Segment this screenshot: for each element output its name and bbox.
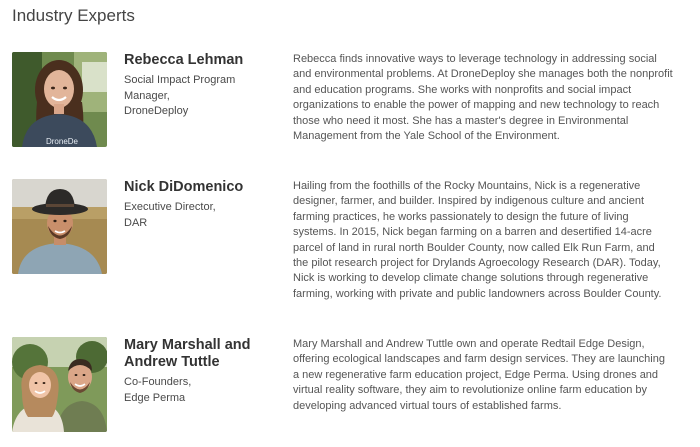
expert-bio: Rebecca finds innovative ways to leverage technology in addressing social and environmental problems. At DroneDeploy she manages both the nonprofit and education programs. She works with nonprofits and social impact organizations to enable the power of mapping and new technology to reach those who need it most. She has a master's degree in Environmental Management from the Yale School of the Environment. bbox=[293, 53, 673, 143]
expert-role: Executive Director, DAR bbox=[124, 201, 216, 229]
expert-role: Social Impact Program Manager, DroneDeploy bbox=[124, 74, 236, 117]
expert-photo-mary-andrew bbox=[12, 337, 107, 432]
expert-role: Co-Founders, Edge Perma bbox=[124, 376, 192, 404]
expert-name: Rebecca Lehman bbox=[124, 52, 244, 68]
expert-name: Nick DiDomenico bbox=[124, 179, 244, 195]
expert-bio: Hailing from the foothills of the Rocky Mountains, Nick is a regenerative designer, farmer, and builder. Inspired by indigenous culture and ancient farming practices, he works passionately to design the future of living systems. In 2015, Nick began farming on a barren and desertified 14-acre parcel of land in rural north Boulder County, now called Elk Run Farm, and the pilot research project for Drylands Agroecology Research (DAR). Today, Nick is working to develop climate change solutions through regenerative farming, working with private and public landowners across Boulder County. bbox=[293, 180, 662, 300]
expert-photo-rebecca bbox=[12, 52, 107, 147]
expert-bio: Mary Marshall and Andrew Tuttle own and operate Redtail Edge Design, offering ecological landscapes and farm design services. They are launching a new regenerative farm education project, Edge Perma. Using drones and virtual reality software, they aim to revolutionize online farm education by developing advanced virtual tours of established farms. bbox=[293, 338, 665, 412]
section-title: Industry Experts bbox=[12, 6, 135, 25]
shirt-text: DroneDe bbox=[45, 137, 79, 146]
expert-photo-nick bbox=[12, 179, 107, 274]
expert-name: Mary Marshall and Andrew Tuttle bbox=[124, 337, 251, 370]
